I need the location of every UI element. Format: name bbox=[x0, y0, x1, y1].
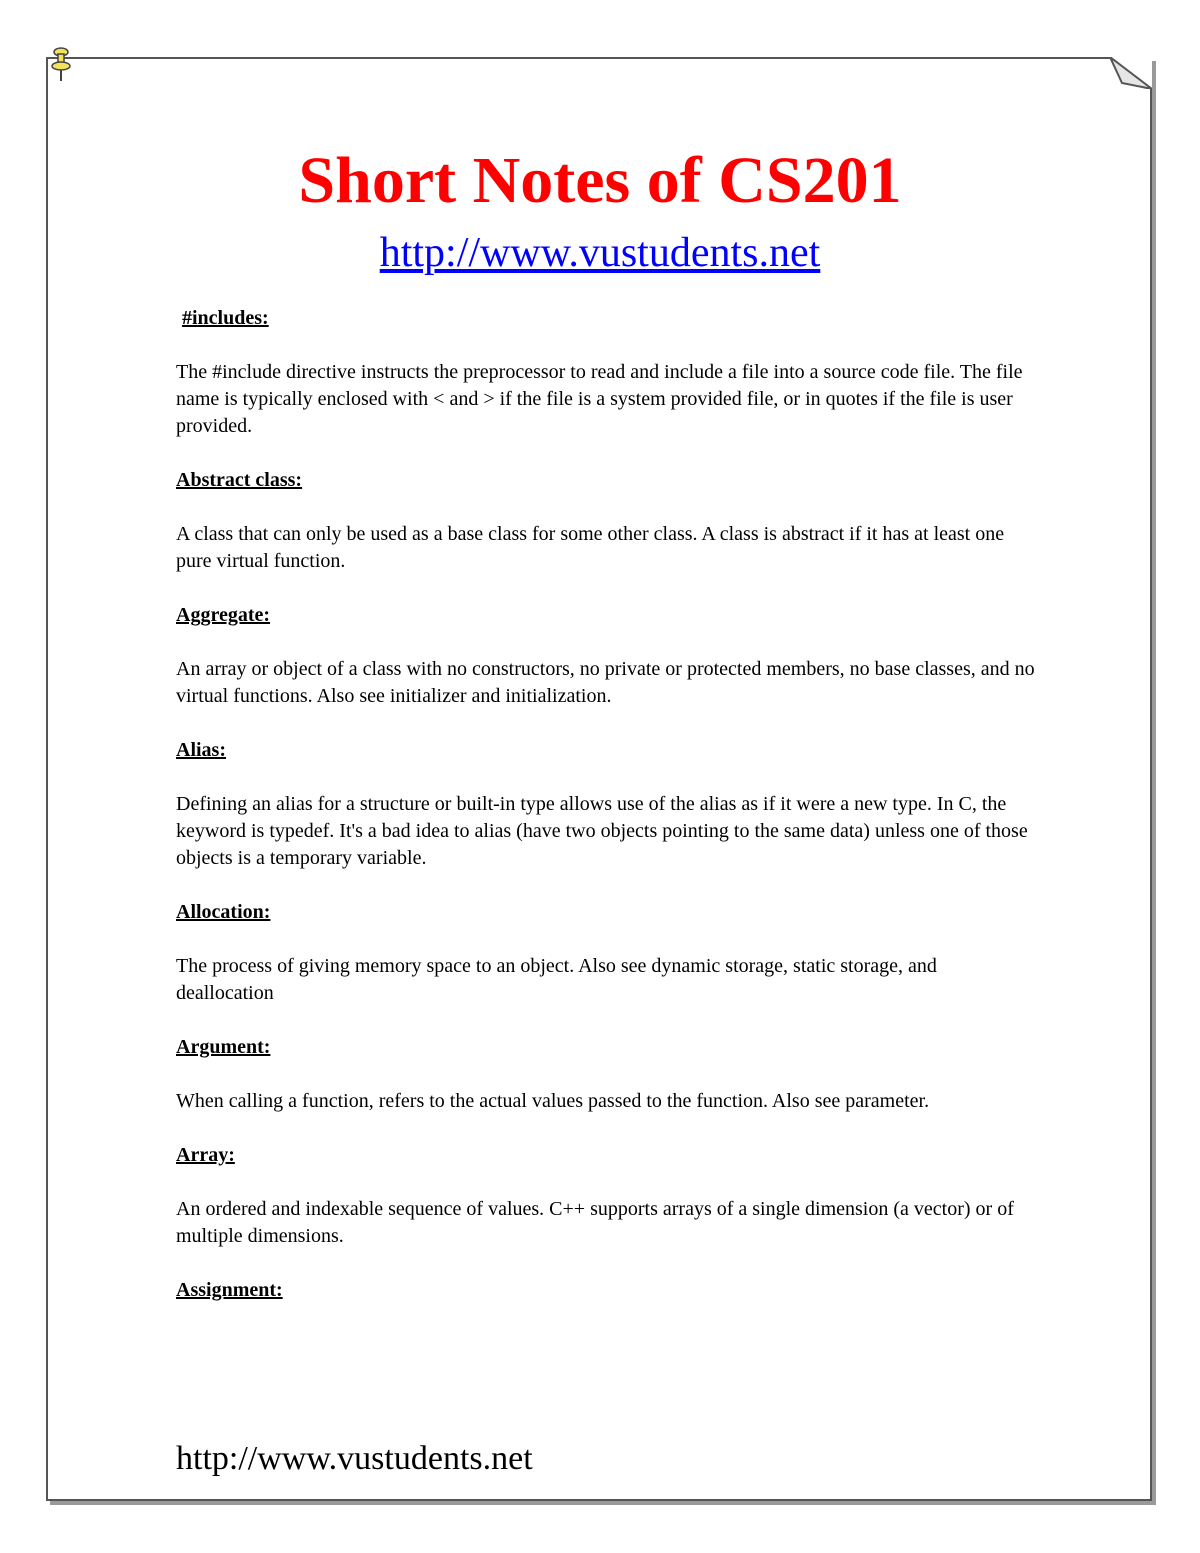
term-heading: Alias: bbox=[176, 739, 226, 761]
term-heading: Assignment: bbox=[176, 1279, 283, 1301]
term-definition: An array or object of a class with no constructors, no private or protected members, no base classes, and no virtual functions. Also see initializer and initialization. bbox=[176, 658, 1035, 707]
entry-array bbox=[176, 1142, 1036, 1250]
term-definition: The #include directive instructs the preprocessor to read and include a file into a source code file. The file name is typically enclosed with < and > if the file is a system provided file, or in quotes if the file is user provided. bbox=[176, 361, 1023, 437]
footer-url: http://www.vustudents.net bbox=[176, 1440, 533, 1477]
term-heading: Array: bbox=[176, 1144, 235, 1166]
pushpin-icon bbox=[48, 46, 74, 84]
website-link[interactable]: http://www.vustudents.net bbox=[379, 230, 821, 276]
term-definition: When calling a function, refers to the actual values passed to the function. Also see parameter. bbox=[176, 1090, 930, 1112]
entry-abstract-class bbox=[176, 467, 1036, 575]
title-link-wrapper bbox=[0, 228, 1200, 278]
term-heading: Allocation: bbox=[176, 901, 271, 923]
term-definition: A class that can only be used as a base class for some other class. A class is abstract if it has at least one pure virtual function. bbox=[176, 523, 1005, 572]
term-definition: The process of giving memory space to an object. Also see dynamic storage, static storage, and deallocation bbox=[176, 955, 937, 1004]
entry-argument bbox=[176, 1034, 1036, 1115]
term-heading: Aggregate: bbox=[176, 604, 271, 626]
term-definition: An ordered and indexable sequence of values. C++ supports arrays of a single dimension (a vector) or of multiple dimensions. bbox=[176, 1198, 1014, 1247]
term-heading: #includes: bbox=[182, 307, 269, 329]
term-heading: Abstract class: bbox=[176, 469, 303, 491]
page-corner-fold-icon bbox=[1110, 57, 1152, 89]
page-title: Short Notes of CS201 bbox=[298, 144, 902, 217]
entry-aggregate bbox=[176, 602, 1036, 710]
term-heading: Argument: bbox=[176, 1036, 271, 1058]
entry-allocation bbox=[176, 899, 1036, 1007]
term-definition: Defining an alias for a structure or built-in type allows use of the alias as if it were a new type. In C, the keyword is typedef. It's a bad idea to alias (have two objects pointing to the same data) unless one of those objects is a temporary variable. bbox=[176, 793, 1028, 869]
notes-content bbox=[176, 305, 1036, 1304]
entry-includes bbox=[176, 305, 1036, 440]
entry-alias bbox=[176, 737, 1036, 872]
entry-assignment bbox=[176, 1277, 1036, 1304]
